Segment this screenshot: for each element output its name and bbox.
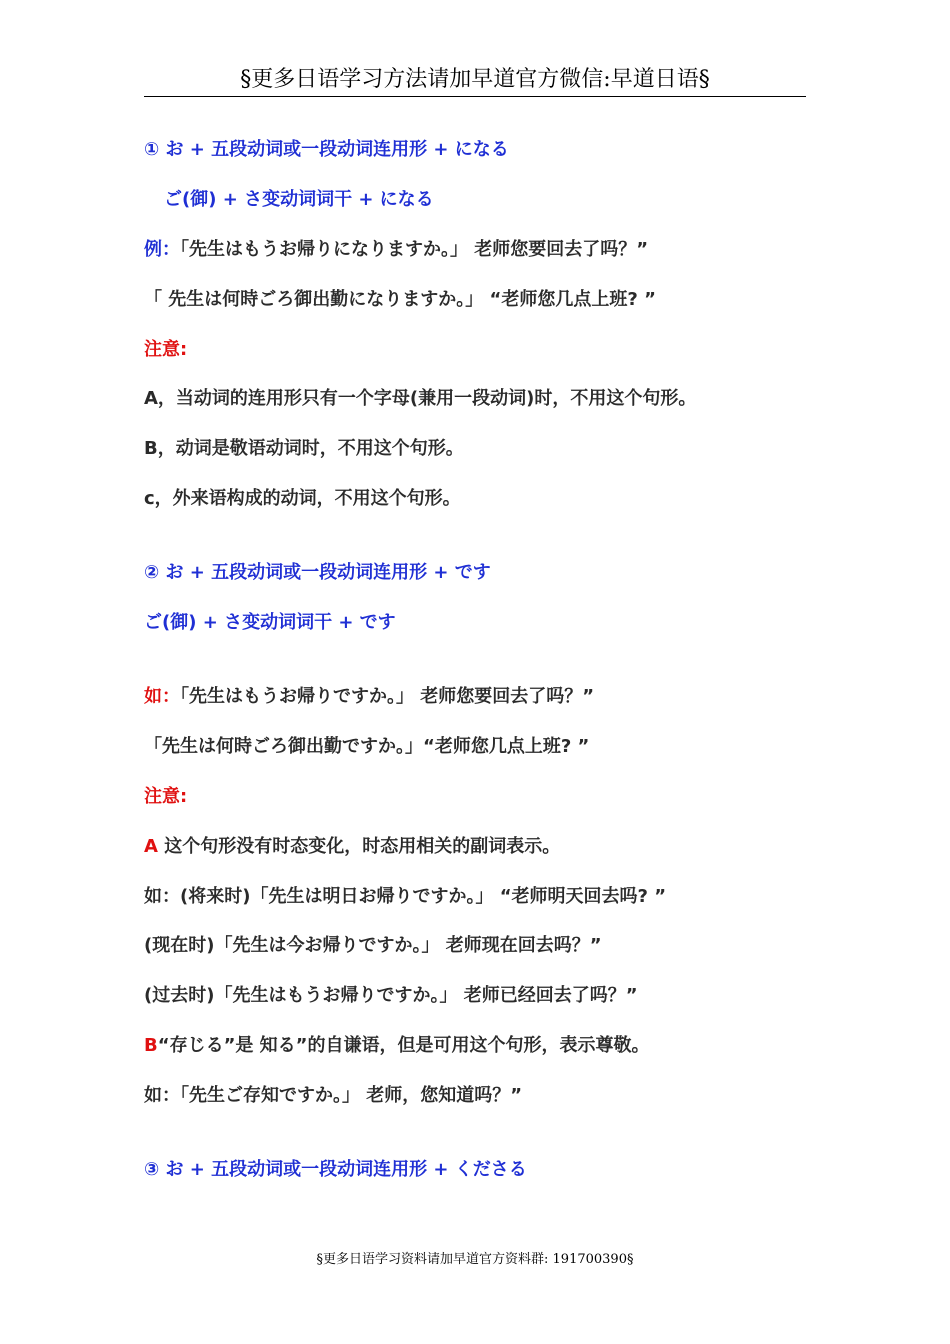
pattern-3-line-1: ③ お + 五段动词或一段动词连用形 + くださる <box>144 1159 527 1180</box>
note-letter: B <box>144 1035 158 1056</box>
note-2b <box>144 1033 650 1059</box>
example-1b: 「 先生は何時ごろ御出勤になりますか。」 “老师您几点上班? ” <box>144 289 656 310</box>
note-2a <box>144 834 560 860</box>
pattern-2-line-1: ② お + 五段动词或一段动词连用形 + です <box>144 562 491 583</box>
example-past: (过去时)「先生はもうお帰りですか。」 老师已经回去了吗？” <box>144 985 638 1006</box>
example-2a <box>144 684 594 710</box>
example-label: 如： <box>144 686 180 707</box>
note-text: “存じる”是 知る”的自谦语，但是可用这个句形，表示尊敬。 <box>157 1035 650 1056</box>
pattern-1-line-1: ① お + 五段动词或一段动词连用形 + になる <box>144 139 509 160</box>
example-label: 例： <box>144 239 180 260</box>
note-1b: B，动词是敬语动词时，不用这个句形。 <box>144 438 464 459</box>
pattern-1-line-2: ご(御) + さ变动词词干 + になる <box>164 189 434 210</box>
note-heading-2: 注意: <box>144 786 188 807</box>
note-text: 这个句形没有时态变化，时态用相关的副词表示。 <box>157 836 561 857</box>
pattern-2-line-2: ご(御) + さ变动词词干 + です <box>144 612 396 633</box>
note-1a: A，当动词的连用形只有一个字母(兼用一段动词)时，不用这个句形。 <box>144 388 697 409</box>
note-heading-1: 注意: <box>144 339 188 360</box>
example-present: (现在时)「先生は今お帰りですか。」 老师现在回去吗？” <box>144 935 602 956</box>
page-header: §更多日语学习方法请加早道官方微信:早道日语§ <box>144 64 806 97</box>
example-2b: 「先生は何時ごろ御出勤ですか。」“老师您几点上班? ” <box>144 736 590 757</box>
example-text: 「先生はもうお帰りになりますか。」 老师您要回去了吗？” <box>180 239 649 260</box>
example-2c: 如：「先生ご存知ですか。」 老师，您知道吗？” <box>144 1085 523 1106</box>
note-letter: A <box>144 836 158 857</box>
example-text: 「先生はもうお帰りですか。」 老师您要回去了吗？” <box>180 686 595 707</box>
page-footer: §更多日语学习资料请加早道官方资料群: 191700390§ <box>316 1252 634 1267</box>
note-1c: c，外来语构成的动词，不用这个句形。 <box>144 488 461 509</box>
example-1a <box>144 237 648 263</box>
example-future: 如：(将来时)「先生は明日お帰りですか。」 “老师明天回去吗? ” <box>144 886 667 907</box>
